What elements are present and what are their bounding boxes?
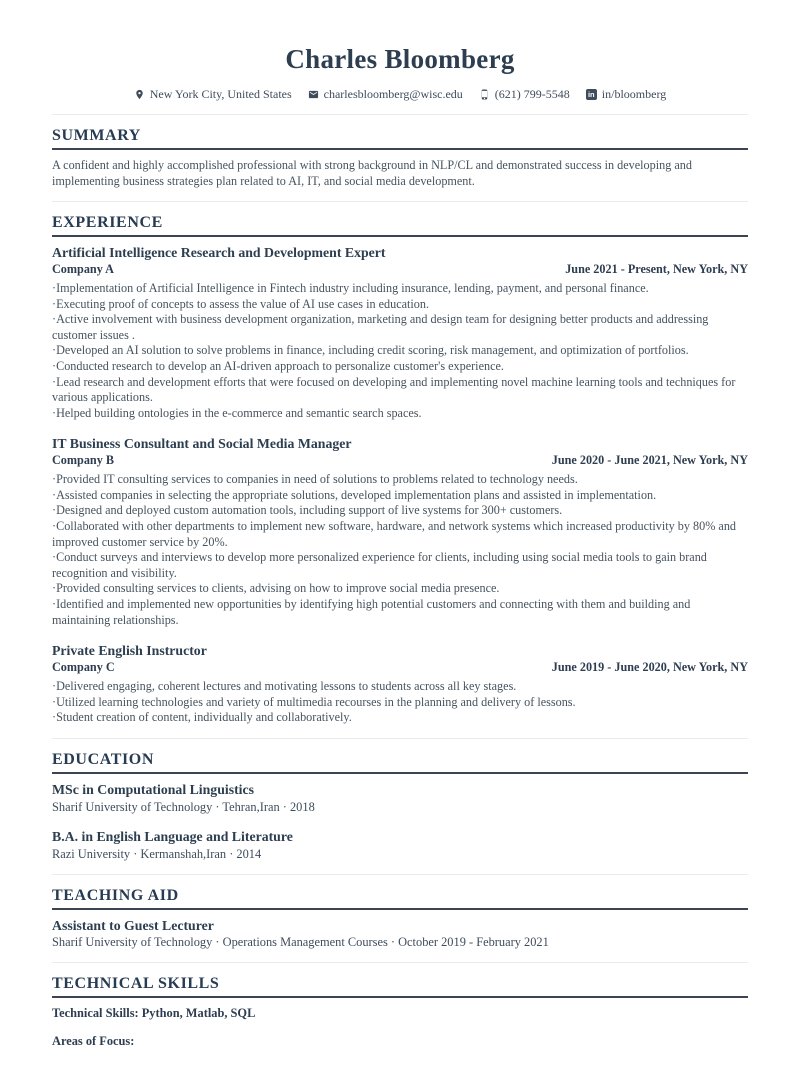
section-technical-skills: [52, 962, 748, 1049]
job-bullet: · Assisted companies in selecting the appropriate solutions, developed implementation plans and assisted in implementation.: [52, 488, 748, 504]
job-bullet: · Designed and deployed custom automation tools, including support of live systems for 300+ customers.: [52, 503, 748, 519]
contact-email: [308, 87, 463, 102]
job-dates: June 2019 - June 2020, New York, NY: [551, 660, 748, 675]
job-meta-row: [52, 453, 748, 468]
job-bullet: · Utilized learning technologies and variety of multimedia recourses in the planning and delivery of lessons.: [52, 695, 748, 711]
linkedin-icon: in: [586, 89, 597, 100]
contact-phone: [479, 87, 570, 102]
job-bullet: · Collaborated with other departments to implement new software, hardware, and network systems which increased productivity by 80% and improved customer service by 20%.: [52, 519, 748, 550]
email-icon: [308, 89, 319, 100]
section-title-education: EDUCATION: [52, 751, 748, 774]
section-teaching-aid: [52, 874, 748, 951]
job-meta-row: [52, 262, 748, 277]
job-role: Private English Instructor: [52, 643, 207, 659]
job-entry: [52, 245, 748, 421]
areas-of-focus-line: Areas of Focus:: [52, 1034, 135, 1049]
teaching-entry: [52, 918, 748, 951]
job-bullet: · Conduct surveys and interviews to develop more personalized experience for clients, including using social media tools to gain brand recognition and visibility.: [52, 550, 748, 581]
degree-title: B.A. in English Language and Literature: [52, 828, 293, 844]
contact-linkedin-text: in/bloomberg: [601, 87, 667, 101]
teaching-detail: Sharif University of Technology · Operations Management Courses · October 2019 - February 2021: [52, 935, 549, 950]
job-role: IT Business Consultant and Social Media Manager: [52, 436, 352, 452]
section-experience: [52, 201, 748, 726]
education-entry: [52, 829, 748, 862]
job-bullet: · Conducted research to develop an AI-driven approach to personalize customer's experience.: [52, 359, 748, 375]
job-dates: June 2020 - June 2021, New York, NY: [551, 453, 748, 468]
contact-location: [134, 87, 292, 102]
section-title-experience: EXPERIENCE: [52, 214, 748, 237]
job-bullet: · Provided consulting services to clients, advising on how to improve social media presence.: [52, 581, 748, 597]
job-bullet: · Active involvement with business development organization, marketing and design team for designing better products and addressing customer issues .: [52, 312, 748, 343]
section-title-technical-skills: TECHNICAL SKILLS: [52, 975, 748, 998]
contact-location-text: New York City, United States: [149, 87, 292, 101]
summary-text: A confident and highly accomplished professional with strong background in NLP/CL and demonstrated success in developing and implementing business strategies plan related to AI, IT, and social media development.: [52, 158, 692, 188]
job-entry: [52, 643, 748, 726]
section-summary: [52, 114, 748, 189]
job-bullet: · Developed an AI solution to solve problems in finance, including credit scoring, risk management, and optimization of portfolios.: [52, 343, 748, 359]
job-company: Company A: [52, 262, 114, 277]
contact-linkedin: [586, 87, 666, 102]
education-detail: Razi University · Kermanshah,Iran · 2014: [52, 846, 262, 861]
education-entry: [52, 782, 748, 815]
degree-title: MSc in Computational Linguistics: [52, 781, 255, 797]
job-bullet: · Helped building ontologies in the e-commerce and semantic search spaces.: [52, 406, 748, 422]
section-education: [52, 738, 748, 862]
teaching-role: Assistant to Guest Lecturer: [52, 917, 214, 933]
job-bullet: · Implementation of Artificial Intelligence in Fintech industry including insurance, lending, payment, and personal finance.: [52, 281, 748, 297]
section-title-summary: SUMMARY: [52, 127, 748, 150]
phone-icon: [479, 89, 490, 100]
candidate-name: Charles Bloomberg: [285, 44, 515, 74]
job-bullet: · Lead research and development efforts that were focused on developing and implementing novel machine learning tools and techniques for various applications.: [52, 375, 748, 406]
job-dates: June 2021 - Present, New York, NY: [565, 262, 748, 277]
contact-row: [52, 87, 748, 102]
location-pin-icon: [134, 89, 145, 100]
job-bullet: · Student creation of content, individually and collaboratively.: [52, 710, 748, 726]
job-bullet: · Executing proof of concepts to assess the value of AI use cases in education.: [52, 297, 748, 313]
contact-email-text: charlesbloomberg@wisc.edu: [323, 87, 463, 101]
resume-header: [52, 44, 748, 102]
contact-phone-text: (621) 799-5548: [494, 87, 570, 101]
job-entry: [52, 436, 748, 628]
job-bullet: · Delivered engaging, coherent lectures and motivating lessons to students across all key stages.: [52, 679, 748, 695]
education-detail: Sharif University of Technology · Tehran,Iran · 2018: [52, 799, 315, 814]
job-company: Company B: [52, 453, 114, 468]
job-role: Artificial Intelligence Research and Development Expert: [52, 245, 386, 261]
section-title-teaching-aid: TEACHING AID: [52, 887, 748, 910]
skills-line: Technical Skills: Python, Matlab, SQL: [52, 1006, 256, 1021]
job-bullet: · Identified and implemented new opportunities by identifying high potential customers and connecting with them and building and maintaining relationships.: [52, 597, 748, 628]
job-meta-row: [52, 660, 748, 675]
job-company: Company C: [52, 660, 115, 675]
job-bullet: · Provided IT consulting services to companies in need of solutions to problems related to technology needs.: [52, 472, 748, 488]
